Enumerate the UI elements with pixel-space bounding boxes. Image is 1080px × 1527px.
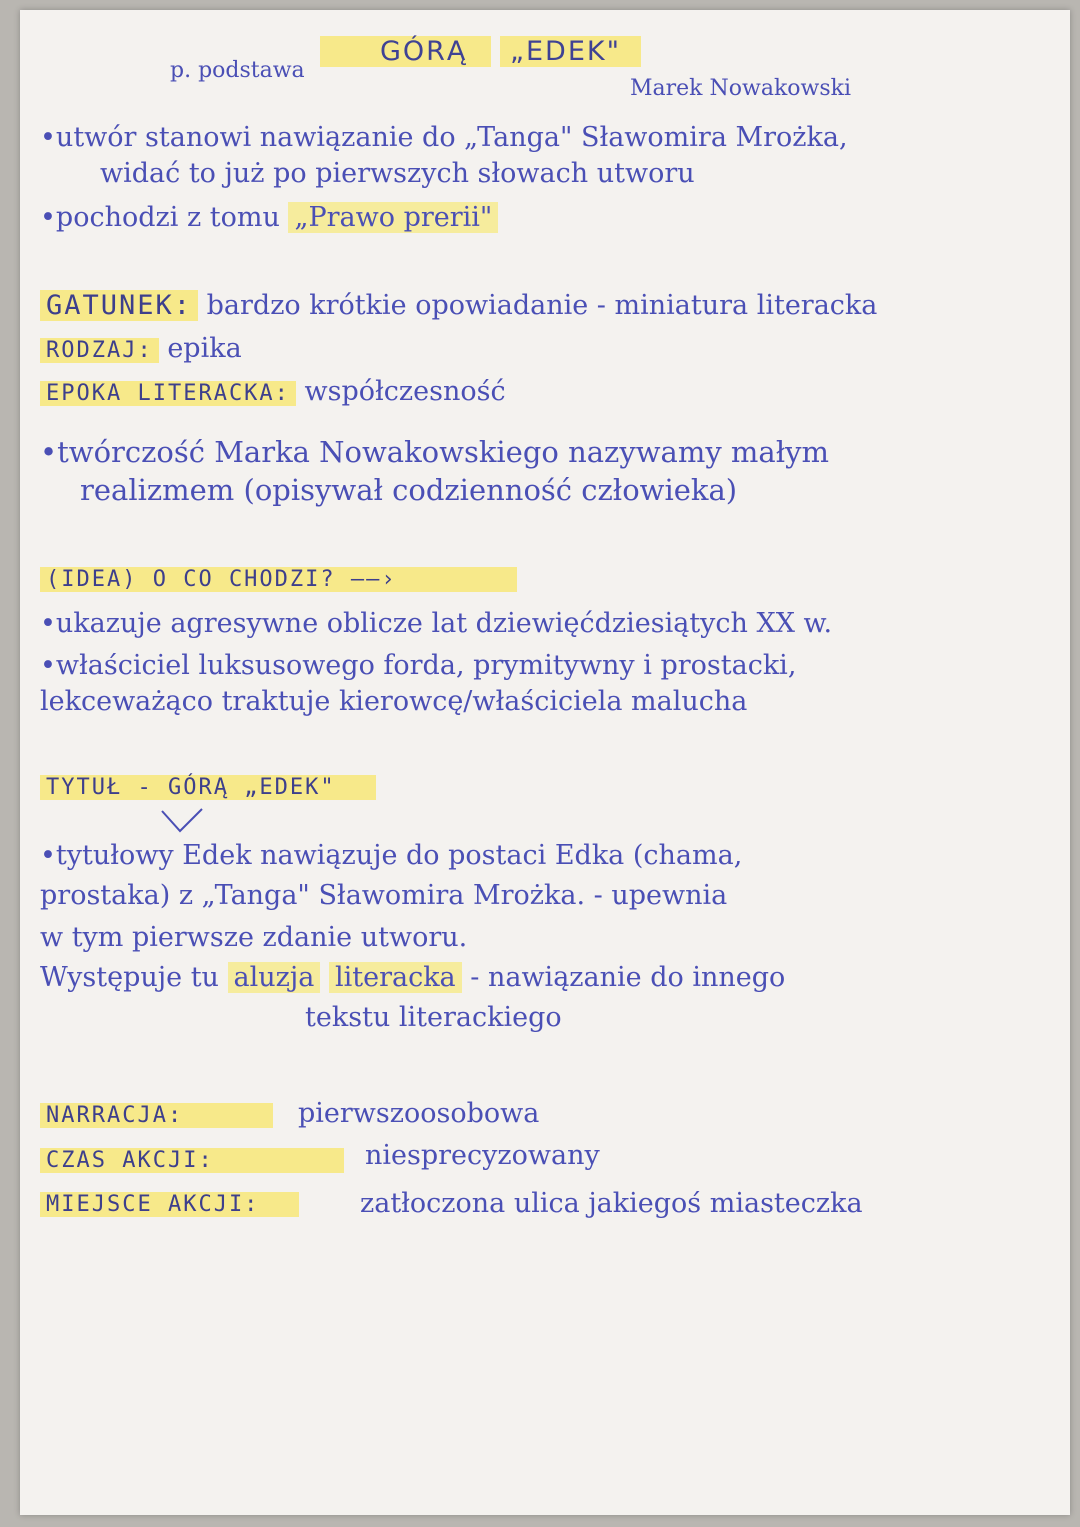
gatunek-value: bardzo krótkie opowiadanie - miniatura literacka bbox=[206, 290, 878, 321]
idea-line-1: •ukazuje agresywne oblicze lat dziewięćdziesiątych XX w. bbox=[40, 608, 833, 639]
intro-line-3 bbox=[40, 202, 498, 233]
miejsce-value: zatłoczona ulica jakiegoś miasteczka bbox=[360, 1188, 863, 1219]
narracja-row bbox=[40, 1103, 273, 1128]
idea-line-3: lekceważąco traktuje kierowcę/właściciela malucha bbox=[40, 686, 748, 717]
tytul-line-2: prostaka) z „Tanga" Sławomira Mrożka. - upewnia bbox=[40, 880, 728, 911]
tytul-line-1: •tytułowy Edek nawiązuje do postaci Edka (chama, bbox=[40, 840, 743, 871]
intro-source-title: „Prawo prerii" bbox=[288, 202, 498, 233]
miejsce-row bbox=[40, 1192, 299, 1217]
czas-value: niesprecyzowany bbox=[365, 1140, 600, 1171]
tytul-line-4-prefix: Występuje tu bbox=[40, 962, 219, 993]
epoka-value: współczesność bbox=[304, 376, 506, 407]
tworczosc-line-1: •twórczość Marka Nowakowskiego nazywamy małym bbox=[40, 435, 830, 469]
tworczosc-line-2: realizmem (opisywał codzienność człowieka) bbox=[80, 473, 738, 507]
rodzaj-label: RODZAJ: bbox=[40, 338, 159, 363]
page-title bbox=[320, 36, 641, 67]
title-part2: „EDEK" bbox=[500, 36, 641, 67]
intro-line-1: •utwór stanowi nawiązanie do „Tanga" Sławomira Mrożka, bbox=[40, 122, 848, 153]
tytul-line-3: w tym pierwsze zdanie utworu. bbox=[40, 922, 468, 953]
intro-line-2: widać to już po pierwszych słowach utworu bbox=[100, 158, 695, 189]
tytul-heading-row bbox=[40, 775, 376, 800]
idea-heading-text: (IDEA) O CO CHODZI? bbox=[46, 567, 336, 592]
czas-row bbox=[40, 1148, 344, 1173]
notebook-page bbox=[20, 10, 1070, 1515]
idea-heading-row bbox=[40, 567, 517, 592]
intro-source-prefix: •pochodzi z tomu bbox=[40, 202, 280, 233]
header-left-note: p. podstawa bbox=[170, 58, 305, 83]
gatunek-row bbox=[40, 290, 877, 321]
tytul-heading: TYTUŁ - GÓRĄ „EDEK" bbox=[40, 775, 376, 800]
tytul-line-4 bbox=[40, 962, 785, 993]
tytul-line-5: tekstu literackiego bbox=[305, 1002, 562, 1033]
aluzja-highlight: aluzja bbox=[228, 962, 321, 993]
miejsce-label: MIEJSCE AKCJI: bbox=[40, 1192, 299, 1217]
rodzaj-value: epika bbox=[167, 333, 242, 364]
narracja-value: pierwszoosobowa bbox=[298, 1098, 540, 1129]
arrow-right-icon: ——› bbox=[350, 567, 397, 592]
idea-heading bbox=[40, 567, 517, 592]
title-part1: GÓRĄ bbox=[320, 36, 491, 67]
tytul-line-4-suffix: - nawiązanie do innego bbox=[470, 962, 786, 993]
rodzaj-row bbox=[40, 333, 242, 364]
gatunek-label: GATUNEK: bbox=[40, 290, 198, 321]
epoka-label: EPOKA LITERACKA: bbox=[40, 381, 296, 406]
narracja-label: NARRACJA: bbox=[40, 1103, 273, 1128]
idea-line-2: •właściciel luksusowego forda, prymitywny i prostacki, bbox=[40, 650, 797, 681]
author: Marek Nowakowski bbox=[630, 76, 852, 101]
epoka-row bbox=[40, 376, 506, 407]
czas-label: CZAS AKCJI: bbox=[40, 1148, 344, 1173]
check-mark-icon bbox=[158, 805, 206, 835]
literacka-highlight: literacka bbox=[329, 962, 462, 993]
